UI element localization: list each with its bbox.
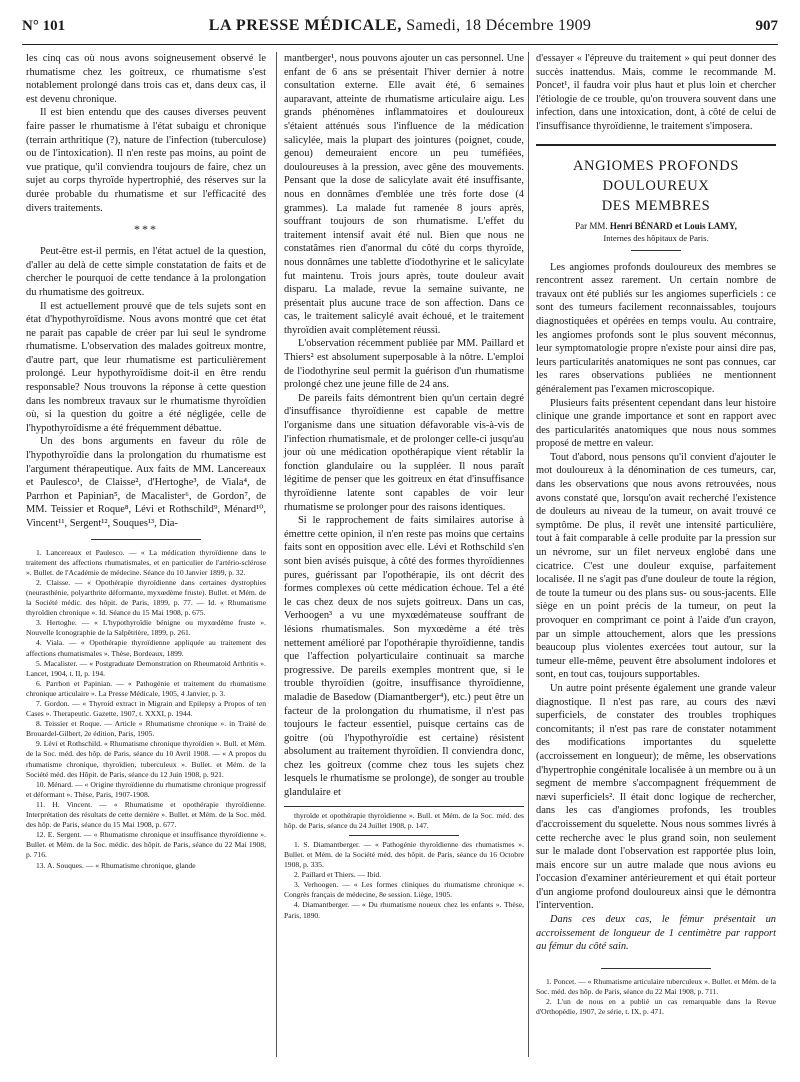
footnote: 3. Hertoghe. — « L'hypothyroïdie bénigne ou myxœdème fruste ». Nouvelle Iconographie de la Salpêtrière, 1899, p. 261. bbox=[26, 618, 266, 638]
footnote: 1. Poncet. — « Rhumatisme articulaire tuberculeux ». Bullet. et Mém. de la Soc. méd. des hôp. de Paris, séance du 22 Mai 1908, p. 711. bbox=[536, 976, 776, 996]
footnote-separator bbox=[91, 539, 201, 540]
article-title-line-1: ANGIOMES PROFONDS DOULOUREUX bbox=[572, 157, 740, 194]
article-title-line-2: DES MEMBRES bbox=[601, 197, 711, 214]
page-header bbox=[22, 14, 778, 45]
issue-date: Samedi, 18 Décembre 1909 bbox=[406, 17, 592, 34]
footnotes bbox=[536, 977, 776, 1017]
column-1 bbox=[26, 52, 266, 871]
column-2 bbox=[284, 52, 524, 921]
footnote: 13. A. Souques. — « Rhumatisme chronique, glande bbox=[36, 860, 196, 870]
footnote-separator bbox=[601, 968, 711, 969]
footnote: 2. L'un de nous en a publié un cas remarquable dans la Revue d'Orthopédie, 1907, 2e série, t. IX, p. 471. bbox=[536, 997, 776, 1017]
footnote: 4. Viala. — « Opothérapie thyroïdienne appliquée au traitement des affections rhumatismales ». Thèse, Bordeaux, 1899. bbox=[26, 638, 266, 658]
title-rule bbox=[631, 250, 681, 251]
paragraph: Peut-être est-il permis, en l'état actuel de la question, d'aller au delà de cette simple constatation de faits et de chercher le pourquoi de cette tendance à la prolongation du rhumatisme des goitreux. bbox=[26, 246, 266, 298]
footnote: thyroïde et opothérapie thyroïdienne ». Bull. et Mém. de la Soc. méd. des hôp. de Paris, séance du 24 Juillet 1908, p. 147. bbox=[284, 810, 524, 830]
column-rule bbox=[276, 52, 277, 1057]
footnote: 1. S. Diamantberger. — « Pathogénie thyroïdienne des rhumatismes ». Bullet. et Mém. de la Société méd. des hôpit. de Paris, séance du 16 Octobre 1908, p. 335. bbox=[284, 839, 524, 870]
paragraph: Il est bien entendu que des causes diverses peuvent faire passer le rhumatisme à l'état subaigu et chronique (terrain arthritique (?), nature de l'infection (tuberculose) ou de l'intoxication). Il n'en reste pas moins, au point de vue pratique, qu'il conviendra toujours de faire, chez un sujet au corps thyroïde hypertrophié, des réserves sur la durée probable du rhumatisme et sur l'efficacité des divers traitements. bbox=[26, 107, 266, 214]
paragraph: L'observation récemment publiée par MM. Paillard et Thiers² est absolument superposable à la nôtre. L'emploi de l'iodothyrine seul permit la guérison d'un rhumatisme prolongé chez une jeune fille de 24 ans. bbox=[284, 338, 524, 391]
paragraph: De pareils faits démontrent bien qu'un certain degré d'insuffisance thyroïdienne est capable de mettre l'organisme dans une situation défavorable vis-à-vis de l'infection rhumatismale, et de prolonger celle-ci jusqu'au jour où une médication opothérapique vient rétablir la fonction glandulaire ou la suppléer. Il nous paraît légitime de penser que les goitreux en état d'insuffisance thyroïdienne latente sont capables de voir leur rhumatisme se prolonger pour des raisons identiques. bbox=[284, 392, 524, 513]
paragraph: Dans ces deux cas, le fémur présentait un accroissement de longueur de 1 centimètre par rapport au fémur du côté sain. bbox=[536, 914, 776, 953]
issue-number: N° 101 bbox=[22, 18, 66, 34]
paragraph: d'essayer « l'épreuve du traitement » qui peut donner des succès inattendus. Mais, comme le recommande M. Poncet¹, il faudra voir plus haut et plus loin et chercher l'étiologie de ce trouble, qu'on trouvera souvent dans une infection, dans une intoxication, dont, à côté de celui de l'insuffisance thyroïdienne, le traitement s'imposera. bbox=[536, 53, 776, 132]
footnote: 5. Macalister. — « Postgraduate Demonstration on Rheumatoid Arthritis ». Lancet, 1904, t. II, p. 194. bbox=[26, 658, 266, 678]
paragraph: Si le rapprochement de faits similaires autorise à émettre cette opinion, il n'en reste pas moins que certains faits sont en opposition avec elle. Lévi et Rothschild s'en sont bien avisés puisque, à côté des formes thyroïdiennes pures, guérissant par l'opothérapie, ils ont décrit des formes complexes où cette médication échoue. Tel a été le cas chez deux de nos sujets goitreux. Dans un cas, Verhoogen³ a vu une myxœdémateuse souffrant de lésions rhumatismales. Son myxœdème a été très nettement amélioré par l'opothérapie thyroïdienne, tandis que l'affection polyarticulaire continuait sa marche progressive. De pareils exemples montrent que, si le trouble thyroïdien (goitre, insuffisance thyroïdienne, maladie de Basedow (Diamantberger⁴), etc.) peut être un facteur de la prolongation du rhumatisme, il n'est pas toujours le facteur essentiel, puisque certains cas de goitre (où l'hypothyroïdie est certaine) résistent absolument au traitement thyroïdien. Il conviendra donc, chez les goitreux (comme chez tous les sujets chez lesquels le rhumatisme se prolonge), de songer au trouble glandulaire et bbox=[284, 515, 524, 799]
column-3 bbox=[536, 52, 776, 1017]
footnote: 9. Lévi et Rothschild. « Rhumatisme chronique thyroïdien ». Bull. et Mém. de la Soc. méd. des hôp. de Paris, séance du 10 Avril 1908. — « A propos du rhumatisme chronique, thyroïdien, tuberculeux ». Bullet. et Mém. de la Société méd. des Hôpit. de Paris, séance du 12 Juin 1908, p. 921. bbox=[26, 739, 266, 779]
footnote: 3. Verhoogen. — « Les formes cliniques du rhumatisme chronique ». Congrès français de médecine, 8e session. Liège, 1905. bbox=[284, 880, 524, 900]
paragraph: mantberger¹, nous pouvons ajouter un cas personnel. Une enfant de 6 ans se présentait l'hiver dernier à notre consultation externe. Elle avait été, 6 semaines auparavant, atteinte de rhumatisme articulaire aigu. Les grands phénomènes inflammatoires et douloureux s'étaient atténués sous l'influence de la médication salicylée, mais la plupart des jointures (poignet, coude, genou) demeuraient encore un peu tuméfiées, douloureuses à la pression, avec gêne des mouvements. Pensant que la dose de salicylate avait été insuffisante, nous en donnâmes d'emblée une très forte dose (4 grammes). La malade fut ramenée 8 jours après, souffrant toujours de son rhumatisme. L'effet du traitement intensif avait été nul. Bien que nous ne constatâmes rien d'anormal du côté du corps thyroïde, nous donnâmes une tablette d'iodothyrine et le salicylate fut maintenu. Trois jours après, toute douleur avait disparu. La malade, revue la semaine suivante, ne présentait plus aucune trace de son affection. Dans ce cas, le traitement salicylé avait échoué, et le traitement thyroïdien avait complètement réussi. bbox=[284, 53, 524, 336]
paragraph: Il est actuellement prouvé que de tels sujets sont en état d'hypothyroïdisme. Nous avons montré que cet état ne parait pas capable de créer par lui seul le syndrome rhumatisme. L'observation des malades goitreux montre, d'autre part, que leur rhumatisme est particulièrement prolongé. Leur hypothyroïdisme doit-il en être rendu responsable? Nous trouvons la réponse à cette question dans les nombreux travaux sur le rhumatisme thyroïdien où, si la question du goitre a été négligée, celle de l'hypothyroïdisme a été fréquemment débattue. bbox=[26, 300, 266, 434]
paragraph: Plusieurs faits présentent cependant dans leur histoire clinique une grande importance et sont en rapport avec des particularités anatomiques que nous nous sommes proposé de mettre en valeur. bbox=[536, 397, 776, 450]
footnote: 6. Parrhon et Papinian. — « Pathogénie et traitement du rhumatisme chronique articulaire ». La Presse Médicale, 1905, 4 Janvier, p. 3. bbox=[26, 678, 266, 698]
footnote-separator bbox=[349, 835, 459, 836]
paragraph: Un des bons arguments en faveur du rôle de l'hypothyroïdie dans la prolongation du rhumatisme est l'argument thérapeutique. Aux faits de MM. Lancereaux et Paulesco¹, de Claisse², d'Hertoghe³, de Viala⁴, de Parrhon et Papinian⁵, de Macalister⁶, de Gordon⁷, de MM. Teissier et Roque⁸, Lévi et Rothschild⁹, Ménard¹⁰, Vincent¹¹, Sergent¹², Souques¹³, Dia- bbox=[26, 436, 266, 529]
footnote: 8. Teissier et Roque. — Article « Rhumatisme chronique ». in Traité de Brouardel-Gilbert, 2e édition, Paris, 1905. bbox=[26, 719, 266, 739]
paragraph: Tout d'abord, nous pensons qu'il convient d'ajouter le mot douloureux à la dénomination de ces tumeurs, car, dans les observations que nous avons retrouvées, nous avons constaté que, lorsqu'on avait recherché l'existence de douleurs au niveau de la tumeur, on avait trouvé ce symptôme. De plus, il revêt une intensité particulière, tout à fait comparable à celle produite par la pression sur un névrome, sur un filet nerveux englobé dans une cicatrice. C'est une douleur exquise, parfaitement localisée. Il ne s'agit pas d'une douleur de toute la région, de toute la tumeur ou des plans sus- ou sous-jacents. Elle siège en un point précis de la tumeur, on peut la provoquer en comprimant ce point à l'aide d'un crayon, par un simple attouchement, alors que les pressions beaucoup plus violentes exercées tout autour, sur la tumeur elle-même, peuvent être absolument indolores et sont, en tout cas, toujours supportables. bbox=[536, 451, 776, 681]
footnotes bbox=[284, 806, 524, 921]
footnote: 11. H. Vincent. — « Rhumatisme et opothérapie thyroïdienne. Interprétation des résultats de cette dernière ». Bullet. et Mém. de la Soc. méd. des hôp. de Paris, séance du 15 Mai 1908, p. 677. bbox=[26, 799, 266, 830]
footnote: 7. Gordon. — « Thyroid extract in Migrain and Epilepsy a Propos of ten Cases ». Therapeutic. Gazette, 1907, t. XXXI, p. 1944. bbox=[26, 699, 266, 719]
authors-prefix: Par MM. bbox=[575, 220, 608, 231]
authors-names: Henri BÉNARD et Louis LAMY, bbox=[609, 220, 737, 231]
footnote: 4. Diamantberger. — « Du rhumatisme noueux chez les enfants ». Thèse, Paris, 1890. bbox=[284, 900, 524, 920]
journal-line bbox=[22, 17, 778, 35]
paragraph: Un autre point présente également une grande valeur diagnostique. Il n'est pas rare, au cours des nævi superficiels, de constater des troubles trophiques concomitants; il n'est pas rare de constater notamment des modifications importantes du squelette (accroissement en longueur); de même, les observations d'hypertrophie congénitale localisée à un membre ou à un segment de membre s'accompagnent fréquemment de nævi superficiels². Il était donc logique de rechercher, dans les cas d'angiomes profonds, les troubles d'accroissement du squelette. Nous nous sommes livrés à cette recherche avec le plus grand soin, non seulement sur le malade dont l'observation est rapportée plus loin, mais encore sur un autre malade que nous avions eu l'occasion d'examiner antérieurement et qui était porteur d'un angiome profond douloureux ainsi que le démontra l'intervention. bbox=[536, 682, 776, 912]
section-stars: *** bbox=[134, 222, 158, 237]
footnote: 2. Paillard et Thiers. — Ibid. bbox=[294, 870, 382, 880]
column-rule bbox=[528, 52, 529, 1057]
footnotes bbox=[26, 548, 266, 871]
footnote: 2. Claisse. — « Opothérapie thyroïdienne dans certaines dystrophies (neurasthénie, polyarthrite déformante, myxœdème fruste). Bullet. et Mém. de la Société médic. des hôpit. de Paris, 1899, p. 77. — Id. « Rhumatisme thyroïdien chronique ». Id. Séance du 15 Mai 1908, p. 675. bbox=[26, 577, 266, 618]
footnote: 1. Lancereaux et Paulesco. — « La médication thyroïdienne dans le traitement des affections rhumatismales, et en particulier de l'artério-sclérose ». Bullet. de l'Académie de médecine. Séance du 10 Janvier 1899, p. 32. bbox=[26, 547, 266, 577]
article-separator bbox=[536, 144, 776, 146]
authors-affiliation: Internes des hôpitaux de Paris. bbox=[603, 232, 709, 243]
footnote: 10. Ménard. — « Origine thyroïdienne du rhumatisme chronique progressif et déformant ». Thèse, Paris, 1907-1908. bbox=[26, 779, 266, 799]
paragraph: les cinq cas où nous avons soigneusement observé le rhumatisme chez les goitreux, ce rhumatisme s'est notablement prolongé dans trois cas et, dans deux cas, il est devenu chronique. bbox=[26, 53, 266, 105]
paragraph: Les angiomes profonds douloureux des membres se rencontrent assez rarement. Un certain nombre de travaux ont été publiés sur les angiomes superficiels : ce sont des tumeurs facilement reconnaissables, toujours diagnostiquées et opérées en temps voulu. Au contraire, les angiomes profonds sont le plus souvent méconnus, leur symptomatologie propre n'existe pour ainsi dire pas, leurs particularités anatomiques ne sont pas connues, car les rares observations publiées ne mentionnent généralement pas l'examen microscopique. bbox=[536, 261, 776, 395]
article-title bbox=[536, 156, 776, 216]
article-authors bbox=[536, 220, 776, 232]
footnote: 12. E. Sergent. — « Rhumatisme chronique et insuffisance thyroïdienne ». Bullet. et Mém. de la Soc. médic. des hôpit. de Paris, séance du 22 Mai 1908, p. 716. bbox=[26, 830, 266, 860]
journal-name: LA PRESSE MÉDICALE, bbox=[208, 17, 402, 34]
page-number: 907 bbox=[755, 18, 778, 34]
